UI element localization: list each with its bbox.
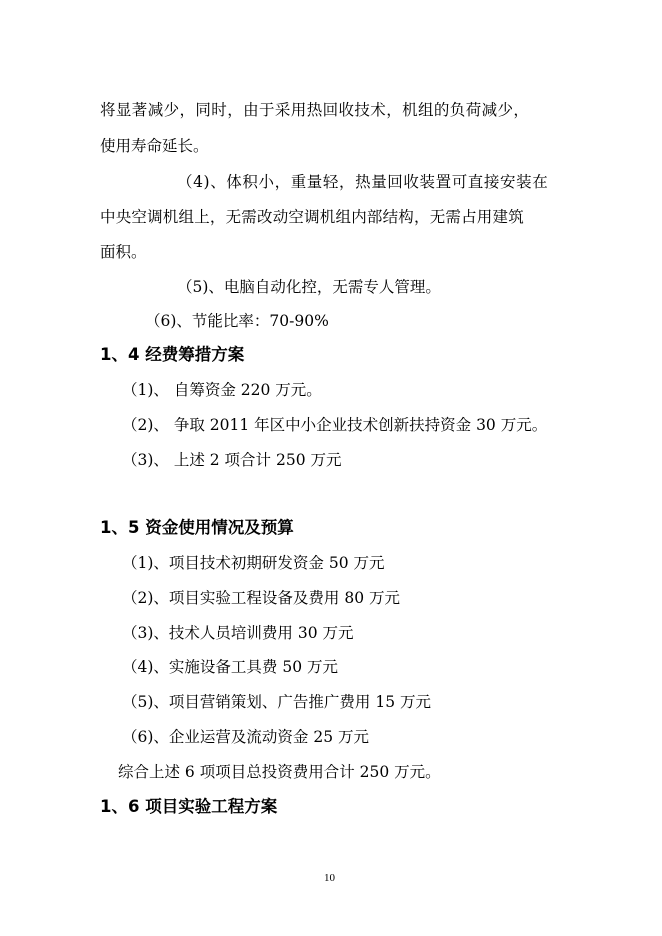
paragraph-line: （6)、节能比率：70-90% xyxy=(145,312,329,330)
list-item: （2)、项目实验工程设备及费用 80 万元 xyxy=(122,589,400,607)
list-item: （3)、技术人员培训费用 30 万元 xyxy=(122,624,354,642)
paragraph-line: 中央空调机组上，无需改动空调机组内部结构，无需占用建筑 xyxy=(100,208,524,226)
list-item: （3)、 上述 2 项合计 250 万元 xyxy=(122,451,342,469)
section-heading: 1、5 资金使用情况及预算 xyxy=(100,518,294,537)
list-item: （4)、实施设备工具费 50 万元 xyxy=(122,658,338,676)
list-item: （1)、 自筹资金 220 万元。 xyxy=(122,381,322,399)
paragraph-line: （5)、电脑自动化控，无需专人管理。 xyxy=(177,278,441,296)
list-item: （2)、 争取 2011 年区中小企业技术创新扶持资金 30 万元。 xyxy=(122,416,548,434)
list-item: （5)、项目营销策划、广告推广费用 15 万元 xyxy=(122,693,431,711)
page-number: 10 xyxy=(324,872,335,884)
list-item: （6)、企业运营及流动资金 25 万元 xyxy=(122,728,369,746)
summary-line: 综合上述 6 项项目总投资费用合计 250 万元。 xyxy=(118,763,441,781)
paragraph-line: 面积。 xyxy=(100,243,147,261)
list-item: （1)、项目技术初期研发资金 50 万元 xyxy=(122,554,385,572)
section-heading: 1、6 项目实验工程方案 xyxy=(100,797,278,816)
paragraph-line: （4)、体积小，重量轻，热量回收装置可直接安装在 xyxy=(177,173,549,191)
section-heading: 1、4 经费筹措方案 xyxy=(100,345,245,364)
paragraph-line: 使用寿命延长。 xyxy=(100,137,209,155)
paragraph-line: 将显著减少，同时，由于采用热回收技术，机组的负荷减少， xyxy=(100,101,530,119)
